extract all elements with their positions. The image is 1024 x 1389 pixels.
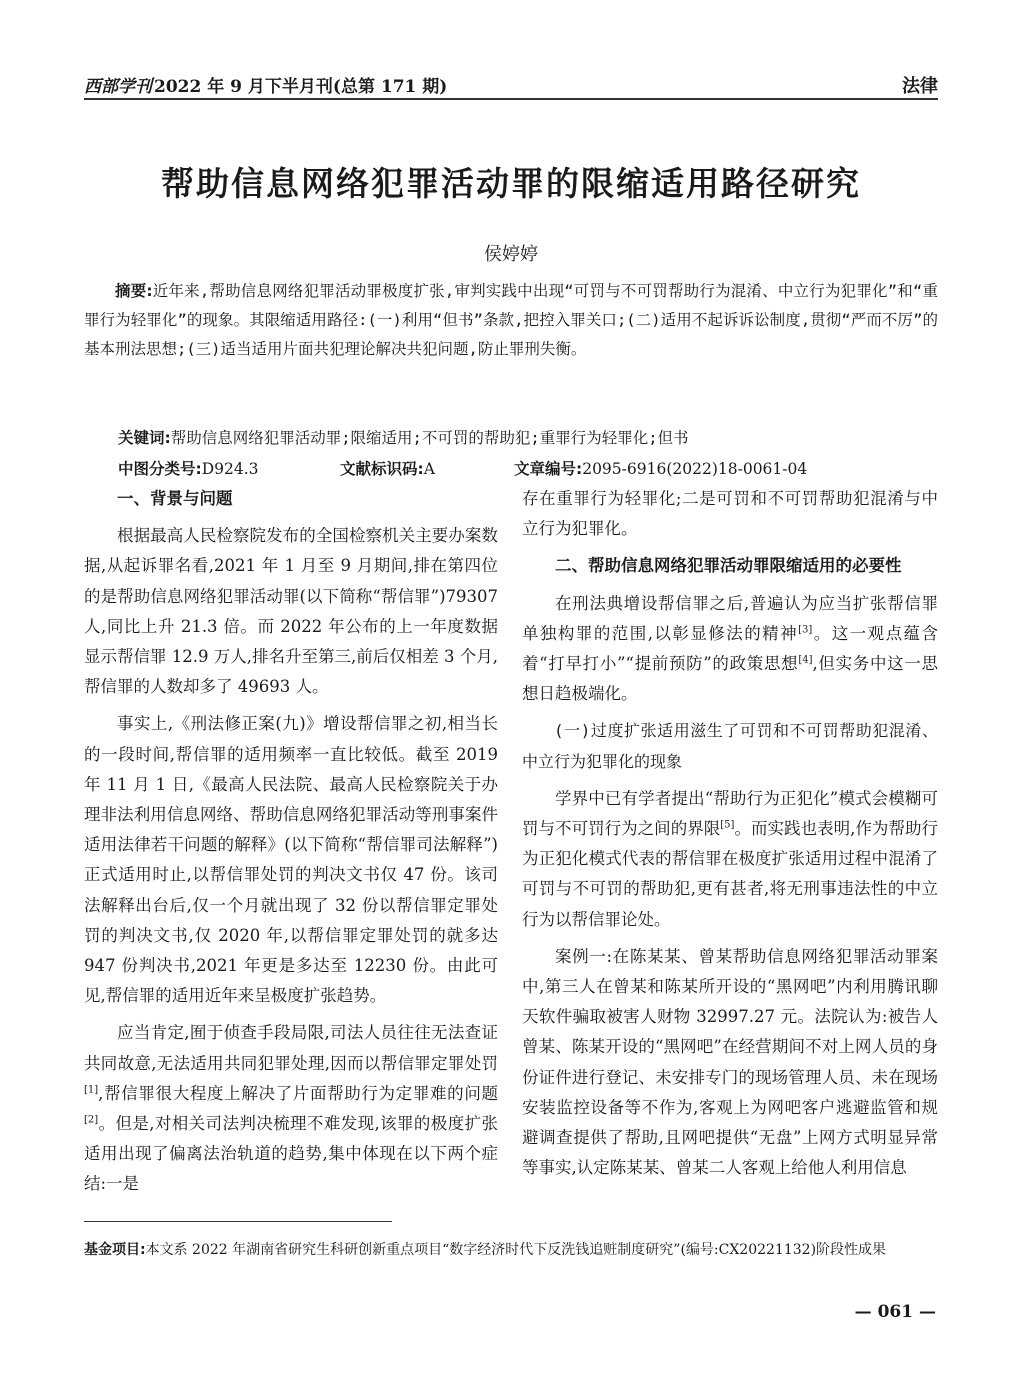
abstract [84,277,938,364]
citation-ref: [5] [720,819,735,831]
clc-value: D924.3 [201,460,259,478]
citation-ref: [3] [798,624,813,636]
clc-label: 中图分类号: [118,460,202,478]
running-header [84,70,938,100]
paragraph: 事实上,《刑法修正案(九)》增设帮信罪之初,相当长的一段时间,帮信罪的适用频率一直比较低。截至 2019 年 11 月 1 日,《最高人民法院、最高人民检察院关于办理非法利用信息网络、帮助信息网络犯罪活动等刑事案件适用法律若干问题的解释》(以下简称“帮信罪司法解释”)正式适用时止,以帮信罪处罚的判决文书仅 47 份。该司法解释出台后,仅一个月就出现了 32 份以帮信罪定罪处罚的判决文书,仅 2020 年,以帮信罪定罪处罚的就多达 947 份判决书,2021 年更是多达至 12230 份。由此可见,帮信罪的适用近年来呈极度扩张趋势。 [84,714,498,1006]
paragraph: 案例一:在陈某某、曾某帮助信息网络犯罪活动罪案中,第三人在曾某和陈某所开设的“黑网吧”内利用腾讯聊天软件骗取被害人财物 32997.27 元。法院认为:被告人曾某、陈某开设的“黑网吧”在经营期间不对上网人员的身份证件进行登记、未安排专门的现场管理人员、未在现场安装监控设备等不作为,客观上为网吧客户逃避监管和规避调查提供了帮助,且网吧提供“无盘”上网方式明显异常等事实,认定陈某某、曾某二人客观上给他人利用信息 [522,946,938,1178]
footnote-divider [84,1221,392,1222]
citation-ref: [4] [798,654,813,666]
keywords-text: 帮助信息网络犯罪活动罪;限缩适用;不可罚的帮助犯;重罪行为轻罪化;但书 [170,429,689,447]
abstract-label: 摘要: [115,282,153,300]
doc-code-value: A [423,460,435,478]
subsection-heading: (一)过度扩张适用滋生了可罚和不可罚帮助犯混淆、中立行为犯罪化的现象 [522,721,938,771]
issue-label: 2022 年 9 月下半月刊(总第 171 期) [154,77,448,97]
section-label: 法律 [902,76,938,97]
funding-label: 基金项目: [84,1242,146,1258]
article-title: 帮助信息网络犯罪活动罪的限缩适用路径研究 [161,164,861,203]
author-name: 侯婷婷 [484,244,538,265]
section-heading-2: 二、帮助信息网络犯罪活动罪限缩适用的必要性 [555,556,902,576]
page-number: — 061 — [854,1302,936,1322]
section-heading-1: 一、背景与问题 [117,489,233,508]
article-number-label: 文章编号: [514,460,583,478]
paragraph: 根据最高人民检察院发布的全国检察机关主要办案数据,从起诉罪名看,2021 年 1 月至 9 月期间,排在第四位的是帮助信息网络犯罪活动罪(以下简称“帮信罪”)79307 人,同比上升 21.3 倍。而 2022 年公布的上一年度数据显示帮信罪 12.9 万人,排名升至第三,前后仅相差 3 个月,帮信罪的人数却多了 49693 人。 [84,526,498,697]
keywords-label: 关键词: [118,429,171,447]
left-column [84,484,498,1207]
journal-logo: 西部学刊 [84,77,152,97]
paragraph: 存在重罪行为轻罪化;二是可罚和不可罚帮助犯混淆与中立行为犯罪化。 [522,489,938,539]
funding-text: 本文系 2022 年湖南省研究生科研创新重点项目“数字经济时代下反洗钱追赃制度研究”(编号:CX20221132)阶段性成果 [145,1242,887,1258]
article-number-value: 2095-6916(2022)18-0061-04 [582,460,808,478]
citation-ref: [1] [84,1084,99,1096]
paragraph: 应当肯定,囿于侦查手段局限,司法人员往往无法查证共同故意,无法适用共同犯罪处理,因而以帮信罪定罪处罚[1],帮信罪很大程度上解决了片面帮助行为定罪难的问题[2]。但是,对相关司法判决梳理不难发现,该罪的极度扩张适用出现了偏离法治轨道的趋势,集中体现在以下两个症结:一是 [84,1023,498,1194]
funding-footnote [84,1238,938,1262]
citation-ref: [2] [84,1114,99,1126]
right-column [522,484,938,1190]
paragraph: 学界中已有学者提出“帮助行为正犯化”模式会模糊可罚与不可罚行为之间的界限[5]。而实践也表明,作为帮助行为正犯化模式代表的帮信罪在极度扩张适用过程中混淆了可罚与不可罚的帮助犯,更有甚者,将无刑事违法性的中立行为以帮信罪论处。 [522,788,938,929]
classification-info [118,455,938,484]
header-journal-issue [84,72,447,97]
paragraph: 在刑法典增设帮信罪之后,普遍认为应当扩张帮信罪单独构罪的范围,以彰显修法的精神[3]。这一观点蕴含着“打早打小”“提前预防”的政策思想[4],但实务中这一思想日趋极端化。 [522,593,939,704]
keywords [118,424,938,453]
doc-code-label: 文献标识码: [340,460,424,478]
abstract-text: 近年来,帮助信息网络犯罪活动罪极度扩张,审判实践中出现“可罚与不可罚帮助行为混淆、中立行为犯罪化”和“重罪行为轻罪化”的现象。其限缩适用路径:(一)利用“但书”条款,把控入罪关口;(二)适用不起诉诉讼制度,贯彻“严而不厉”的基本刑法思想;(三)适当适用片面共犯理论解决共犯问题,防止罪刑失衡。 [84,282,938,358]
